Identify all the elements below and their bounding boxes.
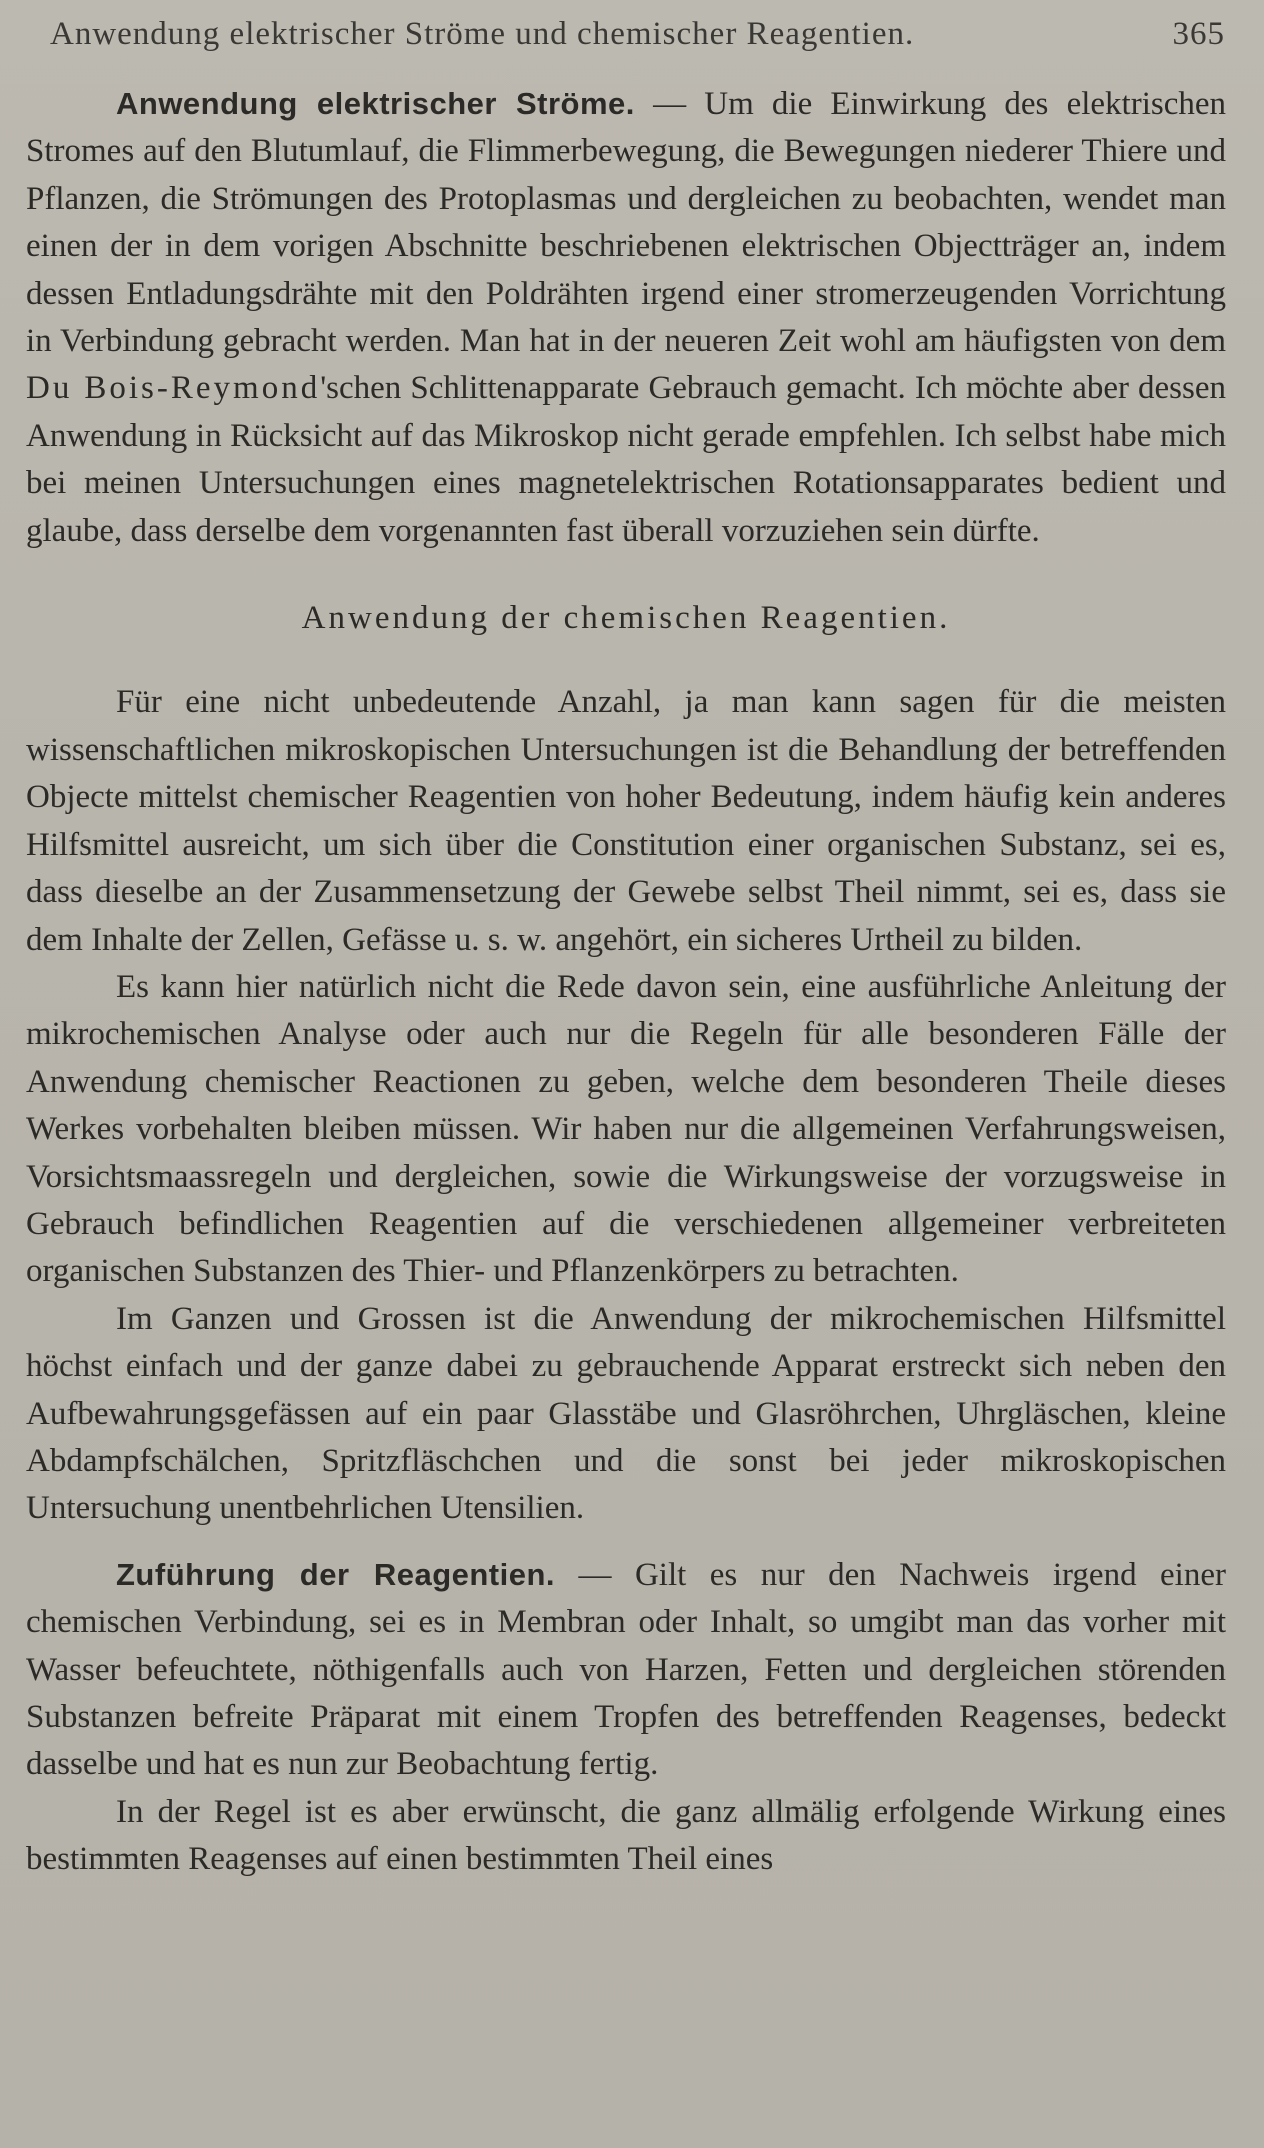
paragraph: Im Ganzen und Grossen ist die Anwendung der mikrochemischen Hilfsmittel höchst einfach und der ganze dabei zu gebrauchende Apparat erstreckt sich neben den Aufbewahrungsgefässen auf ein paar Glasstäbe und Glasröhrchen, Uhrgläschen, kleine Abdampfschälchen, Spritzfläschchen und die sonst bei jeder mikroskopischen Untersuchung unentbehrlichen Utensilien. bbox=[26, 1300, 1226, 1527]
paragraph: Für eine nicht unbedeutende Anzahl, ja man kann sagen für die meisten wissenschaftlichen mikroskopischen Untersuchungen ist die Behandlung der betreffenden Objecte mittelst chemischer Reagentien von hoher Bedeutung, indem häufig kein anderes Hilfsmittel ausreicht, um sich über die Constitution einer organischen Substanz, sei es, dass dieselbe an der Zusammensetzung der Gewebe selbst Theil nimmt, sei es, dass sie dem Inhalte der Zellen, Gefässe u. s. w. angehört, ein sicheres Urtheil zu bilden. bbox=[26, 684, 1226, 958]
paragraph-text: — Gilt es nur den Nachweis irgend einer chemischen Verbindung, sei es in Membran oder Inhalt, so umgibt man das vorher mit Wasser befeuchtete, nöthigenfalls auch von Harzen, Fetten und dergleichen störenden Substanzen befreite Präparat mit einem Tropfen des betreffenden Reagenses, bedeckt dasselbe und hat es nun zur Beobachtung fertig. bbox=[26, 1556, 1226, 1783]
paragraph: Es kann hier natürlich nicht die Rede davon sein, eine ausführliche Anleitung der mikrochemischen Analyse oder auch nur die Regeln für alle besonderen Fälle der Anwendung chemischer Reactionen zu geben, welche dem besonderen Theile dieses Werkes vorbehalten bleiben müssen. Wir haben nur die allgemeinen Verfahrungsweisen, Vorsichtsmaassregeln und dergleichen, sowie die Wirkungsweise der vorzugsweise in Gebrauch befindlichen Reagentien auf die verschiedenen allgemeiner verbreiteten organischen Substanzen des Thier- und Pflanzenkörpers zu betrachten. bbox=[26, 968, 1226, 1290]
section-lead-electric-currents: Anwendung elektrischer Ströme. bbox=[116, 86, 635, 121]
section-heading-chemical-reagents: Anwendung der chemischen Reagentien. bbox=[301, 600, 951, 637]
section-lead-reagent-supply: Zuführung der Reagentien. bbox=[116, 1556, 556, 1592]
page-number: 365 bbox=[1172, 16, 1225, 52]
running-header bbox=[50, 16, 1225, 53]
paragraph-text: — Um die Einwirkung des elektrischen Stromes auf den Blutumlauf, die Flimmerbewegung, die Bewegungen niederer Thiere und Pflanzen, die Strömungen des Protoplasmas und dergleichen zu beobachten, wendet man einen der in dem vorigen Abschnitte beschriebenen elektrischen Objectträger an, indem dessen Entladungsdrähte mit den Poldrähten irgend einer stromerzeugenden Vorrichtung in Verbindung gebracht werden. Man hat in der neueren Zeit wohl am häufigsten von dem bbox=[26, 86, 1226, 360]
paragraph-electric-currents bbox=[26, 80, 1226, 555]
paragraph-text: 'schen Schlittenapparate Gebrauch gemacht. Ich möchte aber dessen Anwendung in Rücksicht auf das Mikroskop nicht gerade empfehlen. Ich selbst habe mich bei meinen Untersuchungen eines magnetelektrischen Rotationsapparates bedient und glaube, dass derselbe dem vorgenannten fast überall vorzuziehen sein dürfte. bbox=[26, 370, 1226, 549]
body-text bbox=[26, 80, 1226, 1884]
person-name: Du Bois-Reymond bbox=[26, 370, 321, 407]
paragraph-reagent-supply bbox=[26, 1551, 1226, 1789]
running-title: Anwendung elektrischer Ströme und chemischer Reagentien. bbox=[50, 16, 915, 52]
paragraph-final: In der Regel ist es aber erwünscht, die ganz allmälig erfolgende Wirkung eines bestimmten Reagenses auf einen bestimmten Theil eines bbox=[26, 1793, 1226, 1878]
